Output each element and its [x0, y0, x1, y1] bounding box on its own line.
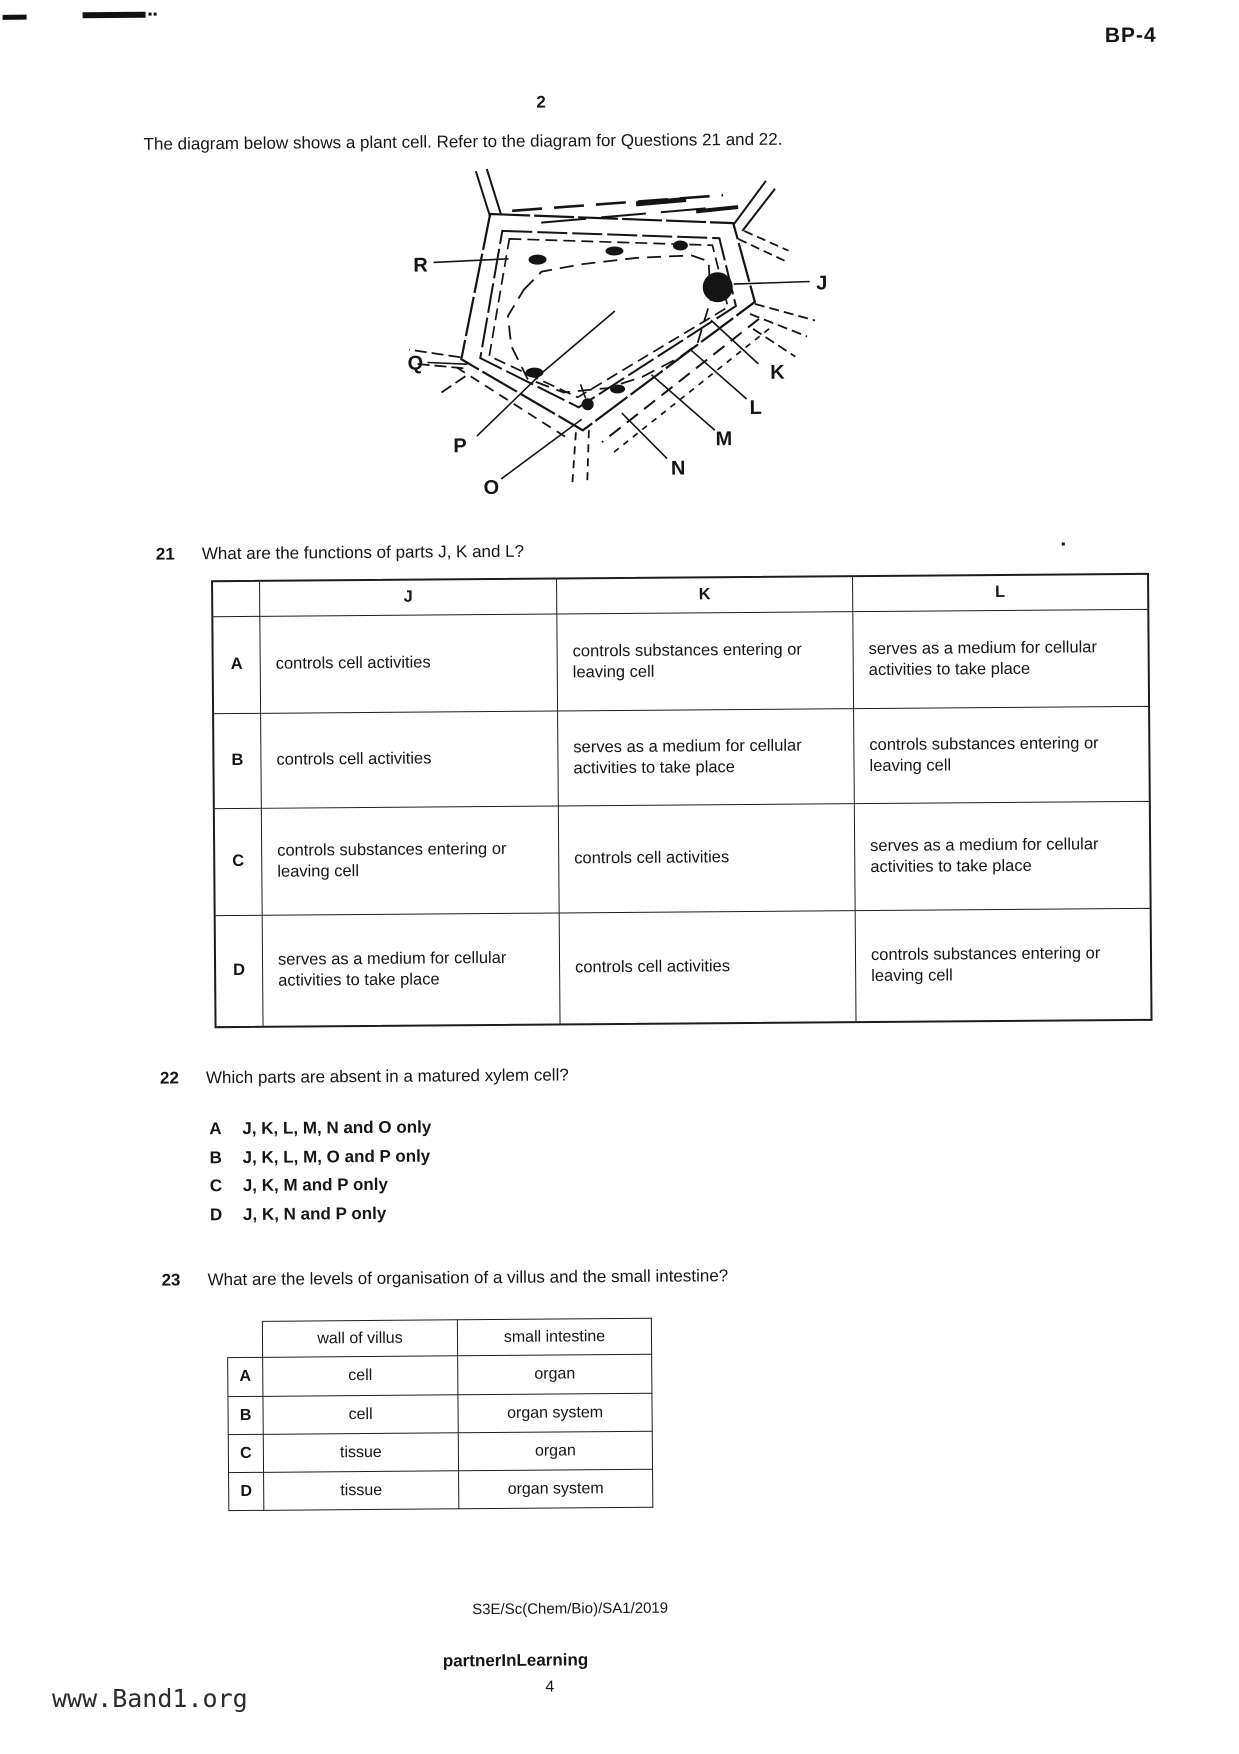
table-cell: controls cell activities — [559, 804, 856, 913]
wall-junction — [409, 349, 465, 394]
table-cell: controls cell activities — [260, 614, 558, 713]
column-header-blank — [227, 1321, 263, 1358]
table-cell: serves as a medium for cellular activities to take place — [263, 913, 561, 1025]
cell-wall-outer — [460, 212, 756, 431]
question-number: 23 — [161, 1270, 181, 1290]
pointer-line-R — [434, 259, 509, 263]
wall-junction — [476, 169, 501, 217]
option-letter: D — [209, 1204, 223, 1224]
part-label-O: O — [483, 476, 500, 500]
row-letter: C — [215, 809, 263, 916]
part-label-Q: Q — [407, 352, 424, 375]
column-header-blank — [213, 582, 260, 617]
column-header-intestine: small intestine — [458, 1318, 652, 1357]
cell-wall-line — [601, 319, 760, 442]
table-cell: cell — [263, 1395, 458, 1435]
row-letter: A — [213, 617, 261, 714]
question-23 — [161, 1263, 1111, 1290]
booklet-code: BP-4 — [1104, 23, 1157, 48]
chloroplast — [605, 246, 623, 255]
page-number-bottom: 4 — [545, 1678, 555, 1696]
wall-junction — [750, 303, 815, 357]
cell-wall-line — [613, 329, 770, 452]
cell-membrane — [488, 237, 728, 398]
row-letter: A — [227, 1358, 263, 1397]
option-letter: B — [209, 1147, 222, 1167]
pointer-line-N — [622, 413, 667, 459]
row-letter: B — [227, 1397, 263, 1435]
column-header-villus: wall of villus — [263, 1319, 458, 1358]
cell-wall-line — [696, 207, 738, 211]
table-cell: controls substances entering or leaving cell — [854, 707, 1149, 804]
cell-wall-line — [541, 207, 719, 222]
table-cell: organ system — [459, 1470, 653, 1510]
part-label-R: R — [413, 254, 428, 277]
row-letter: C — [228, 1435, 264, 1473]
option-text: J, K, N and P only — [242, 1203, 387, 1224]
part-label-K: K — [770, 361, 785, 384]
row-letter: D — [228, 1473, 264, 1511]
table-cell: organ — [459, 1432, 653, 1472]
scan-artifact-dot — [1062, 542, 1065, 545]
option-D — [210, 1199, 432, 1229]
option-text: J, K, L, M, O and P only — [242, 1146, 431, 1167]
part-label-L: L — [749, 396, 762, 419]
table-cell: serves as a medium for cellular activities to take place — [855, 802, 1150, 911]
table-cell: serves as a medium for cellular activities to take place — [853, 610, 1148, 709]
table-cell: serves as a medium for cellular activities to take place — [558, 709, 855, 806]
table-cell: controls substances entering or leaving cell — [870, 944, 1101, 986]
chloroplast — [528, 255, 546, 265]
vacuole-outline — [508, 255, 712, 393]
watermark-url: www.Band1.org — [52, 1684, 248, 1713]
option-C — [210, 1170, 432, 1200]
table-cell: organ — [458, 1355, 652, 1396]
option-A — [209, 1113, 431, 1143]
table-cell: controls cell activities — [560, 911, 857, 1023]
scan-artifact-dot — [149, 13, 152, 16]
question-number: 21 — [155, 544, 175, 564]
wall-junction — [733, 181, 775, 231]
table-cell: controls cell activities — [261, 711, 559, 808]
table-cell: tissue — [264, 1433, 459, 1473]
pointer-line-Q — [427, 362, 467, 364]
question-21 — [156, 538, 1056, 565]
question-number: 22 — [159, 1068, 179, 1088]
part-label-J: J — [816, 272, 828, 295]
table-cell: cell — [263, 1356, 458, 1397]
footer-brand: partnerInLearning — [442, 1650, 589, 1671]
table-cell: controls substances entering or leaving cell — [557, 612, 854, 711]
column-header-J: J — [260, 579, 557, 616]
cell-wall-inner — [479, 229, 736, 408]
option-B — [209, 1142, 431, 1172]
scan-artifact-bar — [83, 12, 146, 18]
scan-artifact-bar — [3, 15, 27, 20]
pointer-line-K — [711, 320, 758, 364]
chloroplast — [610, 384, 625, 393]
option-letter: C — [209, 1176, 223, 1196]
q23-options-table — [227, 1318, 653, 1511]
row-letter: B — [214, 714, 262, 809]
organelle-tail — [581, 384, 586, 398]
question-text: What are the levels of organisation of a villus and the small intestine? — [207, 1266, 729, 1290]
q22-options — [209, 1113, 432, 1229]
part-label-N: N — [670, 457, 686, 480]
intro-text: The diagram below shows a plant cell. Refer to the diagram for Questions 21 and 22. — [143, 129, 783, 154]
table-cell: tissue — [264, 1471, 459, 1511]
chloroplast — [673, 240, 688, 250]
question-text: What are the functions of parts J, K and L? — [201, 541, 525, 564]
nucleus — [703, 272, 733, 302]
cell-wall-line — [512, 195, 723, 211]
page-number-top: 2 — [536, 92, 546, 112]
table-cell: organ system — [458, 1394, 652, 1434]
pointer-line-J — [734, 281, 810, 284]
chloroplast — [525, 368, 543, 378]
part-label-M: M — [715, 428, 733, 451]
pointer-line-L — [690, 349, 746, 399]
pointer-line-P — [476, 311, 616, 436]
column-header-L: L — [853, 575, 1147, 612]
pointer-line-O — [501, 419, 582, 479]
question-text: Which parts are absent in a matured xylem cell? — [205, 1065, 569, 1088]
cell-wall-line — [636, 199, 686, 203]
paper-code: S3E/Sc(Chem/Bio)/SA1/2019 — [472, 1599, 669, 1619]
part-label-P: P — [453, 435, 467, 458]
scan-artifact-dot — [154, 13, 157, 16]
column-header-K: K — [557, 577, 853, 614]
question-22 — [160, 1062, 1060, 1089]
option-text: J, K, M and P only — [242, 1175, 389, 1196]
cell-wall-line — [456, 366, 568, 439]
option-letter: A — [209, 1119, 222, 1139]
wall-junction — [572, 430, 589, 484]
q21-options-table — [211, 573, 1152, 1028]
organelle — [582, 398, 594, 410]
row-letter: D — [216, 916, 264, 1026]
pointer-line-M — [651, 374, 714, 430]
wall-junction — [738, 231, 788, 261]
table-cell: controls substances entering or leaving cell — [262, 806, 560, 915]
option-text: J, K, L, M, N and O only — [242, 1117, 432, 1139]
